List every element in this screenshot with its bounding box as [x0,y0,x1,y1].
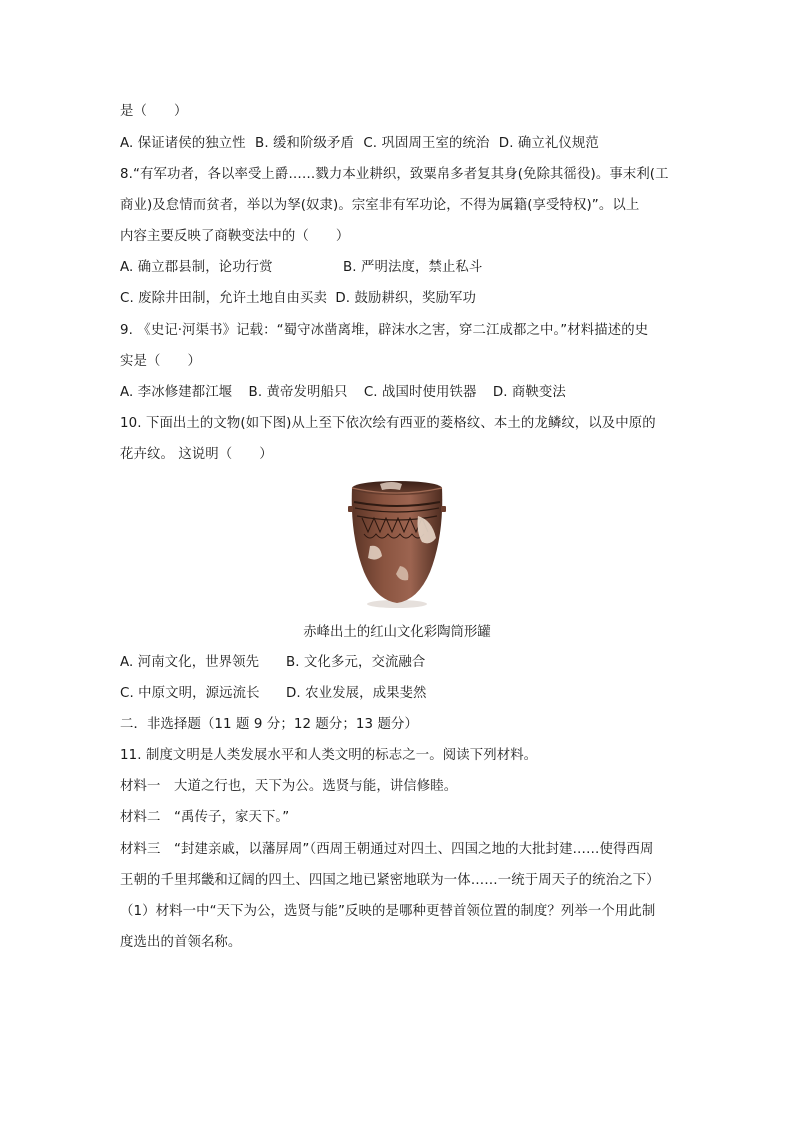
q8-options-row-1 [120,258,482,278]
q10-stem-line-1: 10. 下面出土的文物(如下图)从上至下依次绘有西亚的菱格纹、本土的龙鳞纹，以及中原的 [120,416,656,431]
q10-option-d: D. 农业发展，成果斐然 [286,686,427,701]
q8-stem-line-2: 商业)及怠情而贫者，举以为孥(奴隶)。宗室非有军功论，不得为属籍(享受特权)”。以上 [120,198,640,213]
q9-option-c: C. 战国时使用铁器 [363,385,477,400]
pottery-jar-photo [340,476,454,610]
q11-part-1-line-1: （1）材料一中“天下为公，选贤与能”反映的是哪种更替首领位置的制度？列举一个用此制 [120,904,656,919]
q10-option-c: C. 中原文明，源远流长 [120,686,260,701]
q7-option-d: D. 确立礼仪规范 [498,136,599,151]
q10-option-b: B. 文化多元，交流融合 [286,655,426,670]
q10-stem-line-2: 花卉纹。 这说明（ ） [120,447,273,462]
q10-options-row-1 [120,653,425,673]
q11-intro: 11. 制度文明是人类发展水平和人类文明的标志之一。阅读下列材料。 [120,748,538,763]
material-3-line-2: 王朝的千里邦畿和辽阔的四土、四国之地已紧密地联为一体……一统于周天子的统治之下） [120,873,660,888]
figure-caption: 赤峰出土的红山文化彩陶筒形罐 [303,625,491,640]
q10-options-row-2 [120,684,427,704]
q8-option-b: B. 严明法度，禁止私斗 [343,260,483,275]
q9-option-a: A. 李冰修建都江堰 [120,385,233,400]
q7-option-b: B. 缓和阶级矛盾 [255,136,354,151]
q7-option-c: C. 巩固周王室的统治 [363,136,490,151]
q8-options-row-2 [120,289,476,309]
section-2-heading: 二．非选择题（11 题 9 分；12 题分；13 题分） [120,717,418,732]
q11-part-1-line-2: 度选出的首领名称。 [120,935,242,950]
q8-stem-line-3: 内容主要反映了商鞅变法中的（ ） [120,229,350,244]
q9-option-b: B. 黄帝发明船只 [248,385,348,400]
material-3-line-1: 材料三 “封建亲戚，以藩屏周”（西周王朝通过对四土、四国之地的大批封建……使得西周 [120,842,654,857]
q8-stem-line-1: 8.“有军功者，各以率受上爵……戮力本业耕织，致粟帛多者复其身(免除其徭役)。事末利(工 [120,167,669,182]
q7-option-a: A. 保证诸侯的独立性 [120,136,246,151]
q7-stem-tail: 是（ ） [120,104,188,119]
q9-stem-line-1: 9. 《史记·河渠书》记载：“蜀守冰凿离堆，辟沫水之害，穿二江成都之中。”材料描述的史 [120,323,649,338]
q7-options [120,134,599,154]
q8-option-a: A. 确立郡县制，论功行赏 [120,260,273,275]
material-1: 材料一 大道之行也，天下为公。选贤与能，讲信修睦。 [120,779,458,794]
q8-option-c: C. 废除井田制，允许土地自由买卖 [120,291,328,306]
q9-option-d: D. 商鞅变法 [492,385,566,400]
painted-pottery-jar-icon [340,476,454,610]
q9-options [120,383,566,403]
material-2: 材料二 “禹传子，家天下。” [120,810,290,825]
q10-option-a: A. 河南文化，世界领先 [120,655,260,670]
q9-stem-line-2: 实是（ ） [120,354,201,369]
q8-option-d: D. 鼓励耕织，奖励军功 [335,291,476,306]
